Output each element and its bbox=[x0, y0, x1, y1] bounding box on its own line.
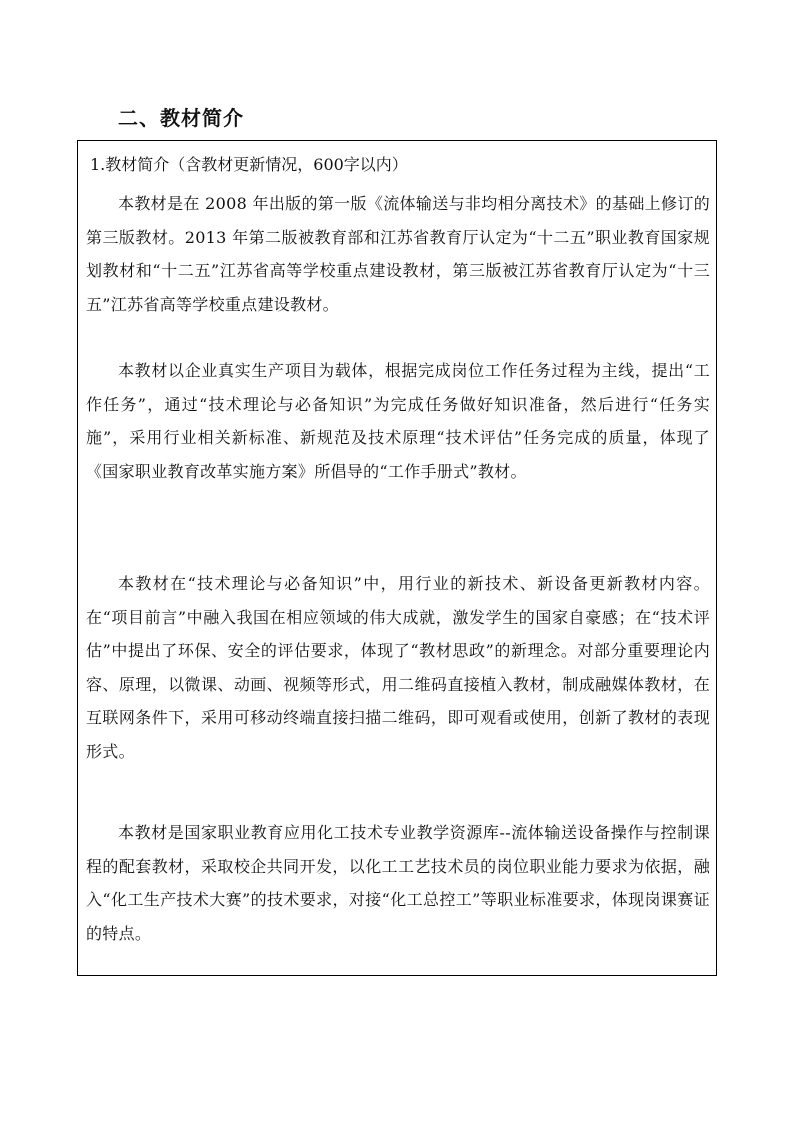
section-title: 二、教材简介 bbox=[118, 106, 244, 130]
paragraph-1: 本教材是在 2008 年出版的第一版《流体输送与非均相分离技术》的基础上修订的第三版教材。2013 年第二版被教育部和江苏省教育厅认定为“十二五”职业教育国家规划教材和“十二五”江苏省高等学校重点建设教材，第三版被江苏省教育厅认定为“十三五”江苏省高等学校重点建设教材。 bbox=[86, 194, 710, 314]
box-heading: 1.教材简介（含教材更新情况，600字以内） bbox=[90, 155, 408, 174]
paragraph-2: 本教材以企业真实生产项目为载体，根据完成岗位工作任务过程为主线，提出“工作任务”，通过“技术理论与必备知识”为完成任务做好知识准备，然后进行“任务实施”，采用行业相关新标准、新规范及技术原理“技术评估”任务完成的质量，体现了《国家职业教育改革实施方案》所倡导的“工作手册式”教材。 bbox=[86, 361, 710, 481]
paragraph-3: 本教材在“技术理论与必备知识”中，用行业的新技术、新设备更新教材内容。在“项目前言”中融入我国在相应领域的伟大成就，激发学生的国家自豪感；在“技术评估”中提出了环保、安全的评估要求，体现了“教材思政”的新理念。对部分重要理论内容、原理，以微课、动画、视频等形式，用二维码直接植入教材，制成融媒体教材，在互联网条件下，采用可移动终端直接扫描二维码，即可观看或使用，创新了教材的表现形式。 bbox=[86, 574, 710, 761]
paragraph-4: 本教材是国家职业教育应用化工技术专业教学资源库--流体输送设备操作与控制课程的配套教材，采取校企共同开发，以化工工艺技术员的岗位职业能力要求为依据，融入“化工生产技术大赛”的技术要求，对接“化工总控工”等职业标准要求，体现岗课赛证的特点。 bbox=[86, 823, 710, 943]
